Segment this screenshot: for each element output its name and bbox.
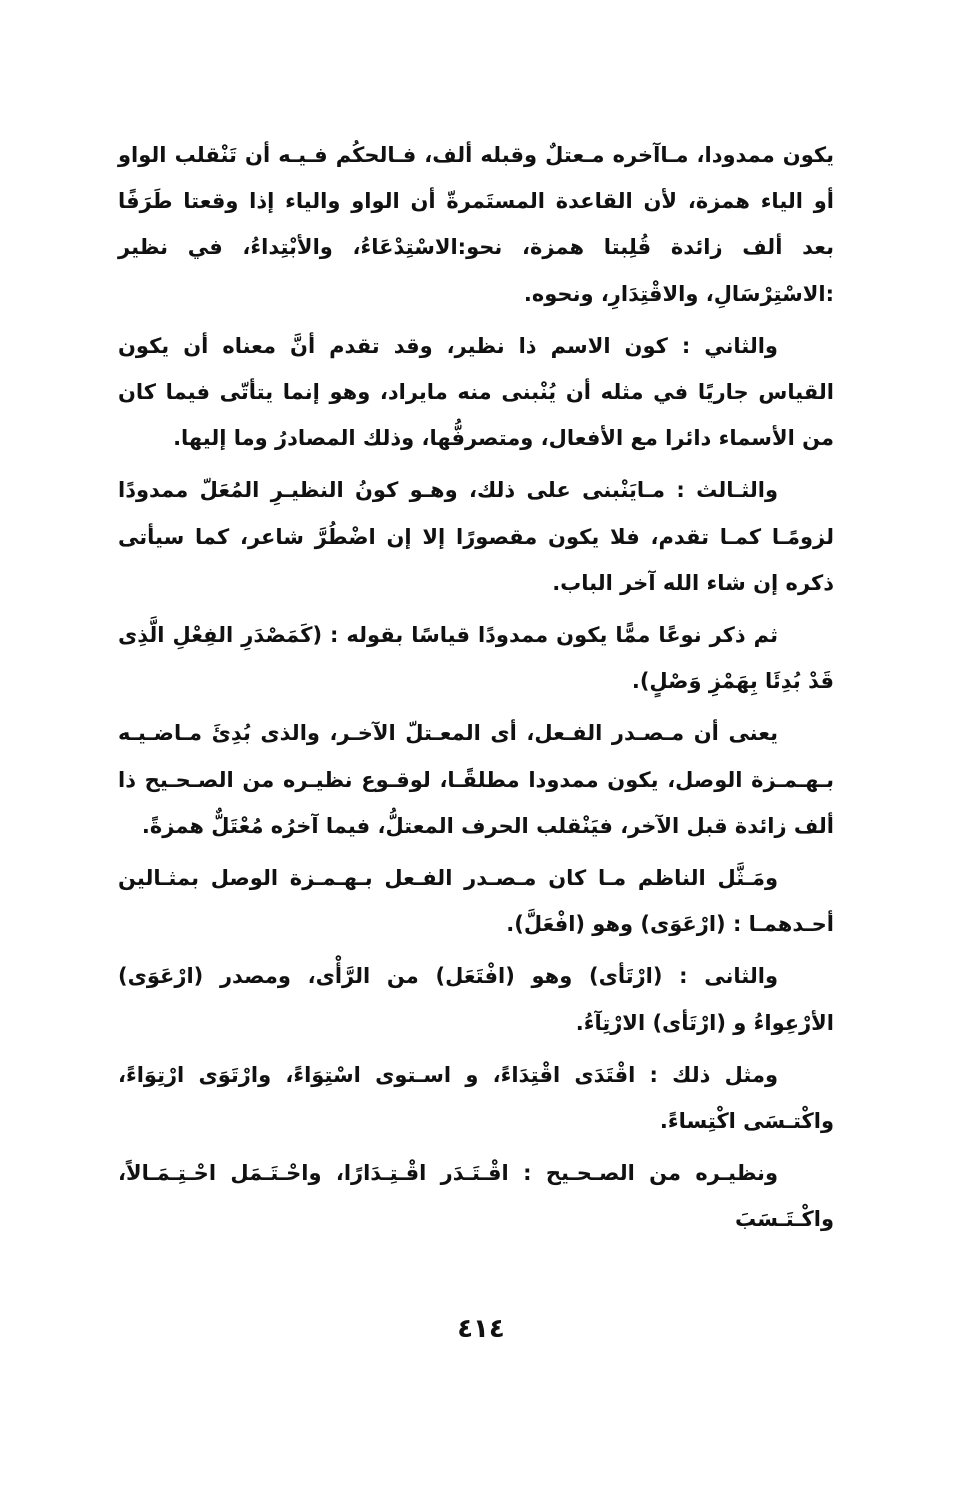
paragraph-1: يكون ممدودا، مـاآخره مـعتلٌ وقبله ألف، فـالحكُم فـيـه أن تَنْقلب الواو أو الياء همزة، لأن القاعدة المستَمرةّ أن الواو والياء إذا وقعتا طَرَفًا بعد ألف زائدة قُلِبتا همزة، نحو:الاسْتِدْعَاءُ، والأبْتِداءُ، في نظير :الاسْتِرْسَالِ، والاقْتِدَارِ، ونحوه. — [118, 143, 834, 306]
paragraph-9: ونظيـره من الصـحـيح : اقْـتَـدَر اقْـتِـدَارًا، واحْـتَـمَل احْـتِـمَـالاً، واكْـتَـسَبَ — [118, 1161, 834, 1232]
body-text — [118, 132, 834, 1249]
paragraph-4: ثم ذكر نوعًا ممًّا يكون ممدودًا قياسًا بقوله : (كَمَصْدَرِ الفِعْلِ الَّذِى قَدْ بُدِئَا بِهَمْزِ وَصْلٍ). — [118, 623, 834, 694]
paragraph-5: يعنى أن مـصـدر الفـعل، أى المعـتلّ الآخـر، والذى بُدِئَ مـاضـيـه بـهـمـزة الوصل، يكون ممدودا مطلقًـا، لوقـوع نظيـره من الصـحـيح ذا ألف زائدة قبل الآخر، فيَنْقلب الحرف المعتلُّ، فيما آخرُه مُعْتَلٌّ همزةً. — [118, 721, 834, 838]
paragraph-6: ومَـثَّل الناظم مـا كان مـصـدر الفـعل بـهـمـزة الوصل بمثـالين أحـدهمـا : (ارْعَوَى) وهو (افْعَلَّ). — [118, 866, 834, 937]
paragraph-2: والثاني : كون الاسم ذا نظير، وقد تقدم أنَّ معناه أن يكون القياس جاريًا في مثله أن يُنْبنى منه مايراد، وهو إنما يتأتّى فيما كان من الأسماء دائرا مع الأفعال، ومتصرفُّها، وذلك المصادرُ وما إليها. — [118, 333, 834, 451]
paragraph-3: والثـالث : مـايَنْبنى على ذلك، وهـو كونُ النظيـرِ المُعَلّ ممدودًا لزومًـا كمـا تقدم، فلا يكون مقصورًا إلا إن اضْطُرَّ شاعر، كما سيأتى ذكره إن شاء الله آخر الباب. — [118, 478, 834, 595]
page-number: ٤١٤ — [457, 1314, 505, 1344]
paragraph-7: والثانى : (ارْتَأى) وهو (افْتَعَل) من الرَّأْى، ومصدر (ارْعَوَى) الأرْعِواءُ و (ارْتَأى) الارْتِآءُ. — [118, 964, 834, 1035]
paragraph-8: ومثل ذلك : اقْتَدَى اقْتِدَاءً، و اسـتوى اسْتِوَاءً، وارْتَوَى ارْتِوَاءً، واكْتـسَى اكْتِساءً. — [118, 1062, 834, 1134]
